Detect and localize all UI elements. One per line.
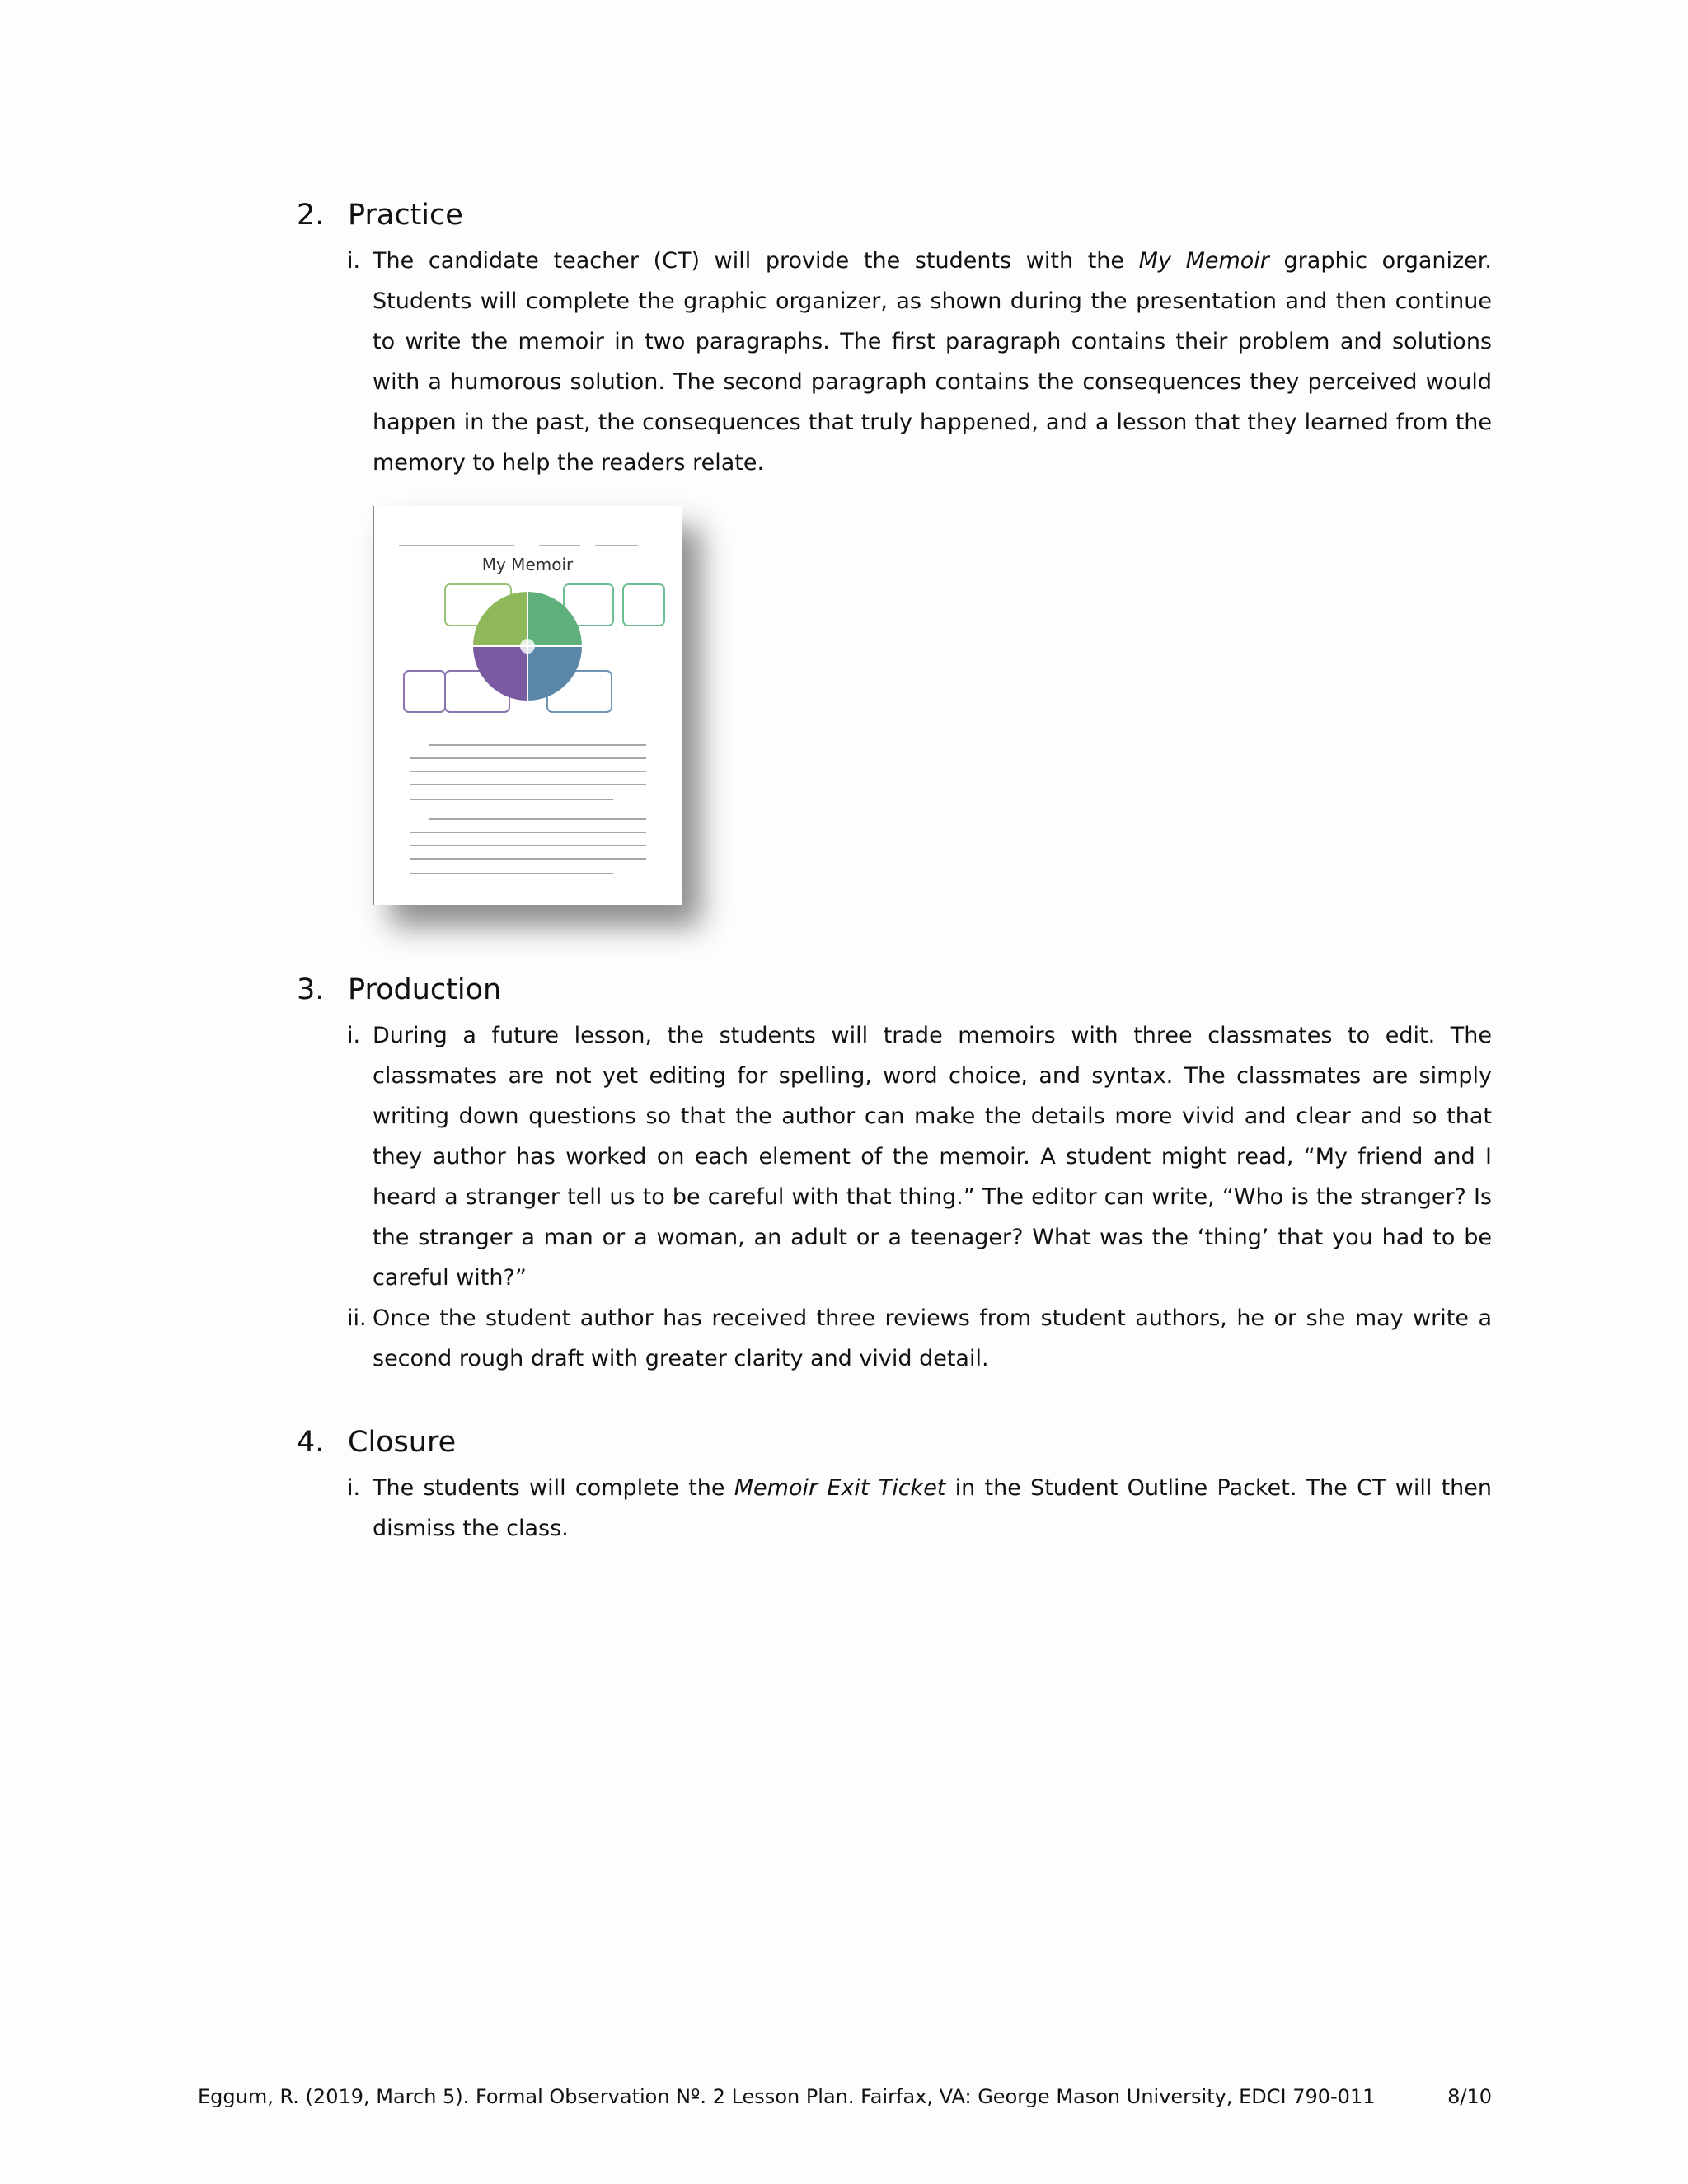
memoir-organizer-image [373, 506, 682, 905]
item-number: ii. [347, 1305, 367, 1331]
section-closure [297, 1423, 1492, 1549]
item-number: i. [347, 248, 361, 274]
section-heading [297, 971, 1492, 1009]
emphasis-text: My Memoir [1138, 248, 1269, 274]
section-number: 2. [297, 199, 325, 232]
section-practice [297, 196, 1492, 483]
list-item [347, 1015, 1492, 1298]
item-text: The candidate teacher (CT) will provide the students with the My Memoir graphic organizer. Students will complete the graphic organizer, as shown during the presentation and then continue to write the memoir in two paragraphs. The first paragraph contains their problem and solutions with a humorous solution. The second paragraph contains the consequences they perceived would happen in the past, the consequences that truly happened, and a lesson that they learned from the memory to help the readers relate. [373, 248, 1493, 476]
item-text: The students will complete the Memoir Exit Ticket in the Student Outline Packet. The CT will then dismiss the class. [373, 1475, 1492, 1541]
section-production [297, 971, 1492, 1379]
list-item [347, 241, 1492, 483]
page-footer [198, 2082, 1492, 2111]
section-title: Production [348, 973, 502, 1006]
section-heading [297, 196, 1492, 234]
list-item [347, 1468, 1492, 1549]
organizer-title: My Memoir [481, 555, 574, 574]
item-number: i. [347, 1475, 361, 1501]
page-number: 8/10 [1447, 2085, 1492, 2108]
section-number: 3. [297, 973, 325, 1006]
item-number: i. [347, 1023, 361, 1048]
section-heading [297, 1423, 1492, 1461]
section-number: 4. [297, 1426, 325, 1459]
footer-citation: Eggum, R. (2019, March 5). Formal Observation Nº. 2 Lesson Plan. Fairfax, VA: George Mason University, EDCI 790-011 [198, 2085, 1376, 2108]
list-item [347, 1298, 1492, 1379]
emphasis-text: Memoir Exit Ticket [734, 1475, 946, 1501]
item-text: During a future lesson, the students will trade memoirs with three classmates to edit. The classmates are not yet editing for spelling, word choice, and syntax. The classmates are simply writing down questions so that the author can make the details more vivid and clear and so that they author has worked on each element of the memoir. A student might read, “My friend and I heard a stranger tell us to be careful with that thing.” The editor can write, “Who is the stranger? Is the stranger a man or a woman, an adult or a teenager? What was the ‘thing’ that you had to be careful with?” [373, 1023, 1492, 1291]
section-title: Closure [348, 1426, 457, 1459]
section-title: Practice [348, 199, 463, 232]
item-text: Once the student author has received three reviews from student authors, he or she may write a second rough draft with greater clarity and vivid detail. [373, 1305, 1492, 1371]
